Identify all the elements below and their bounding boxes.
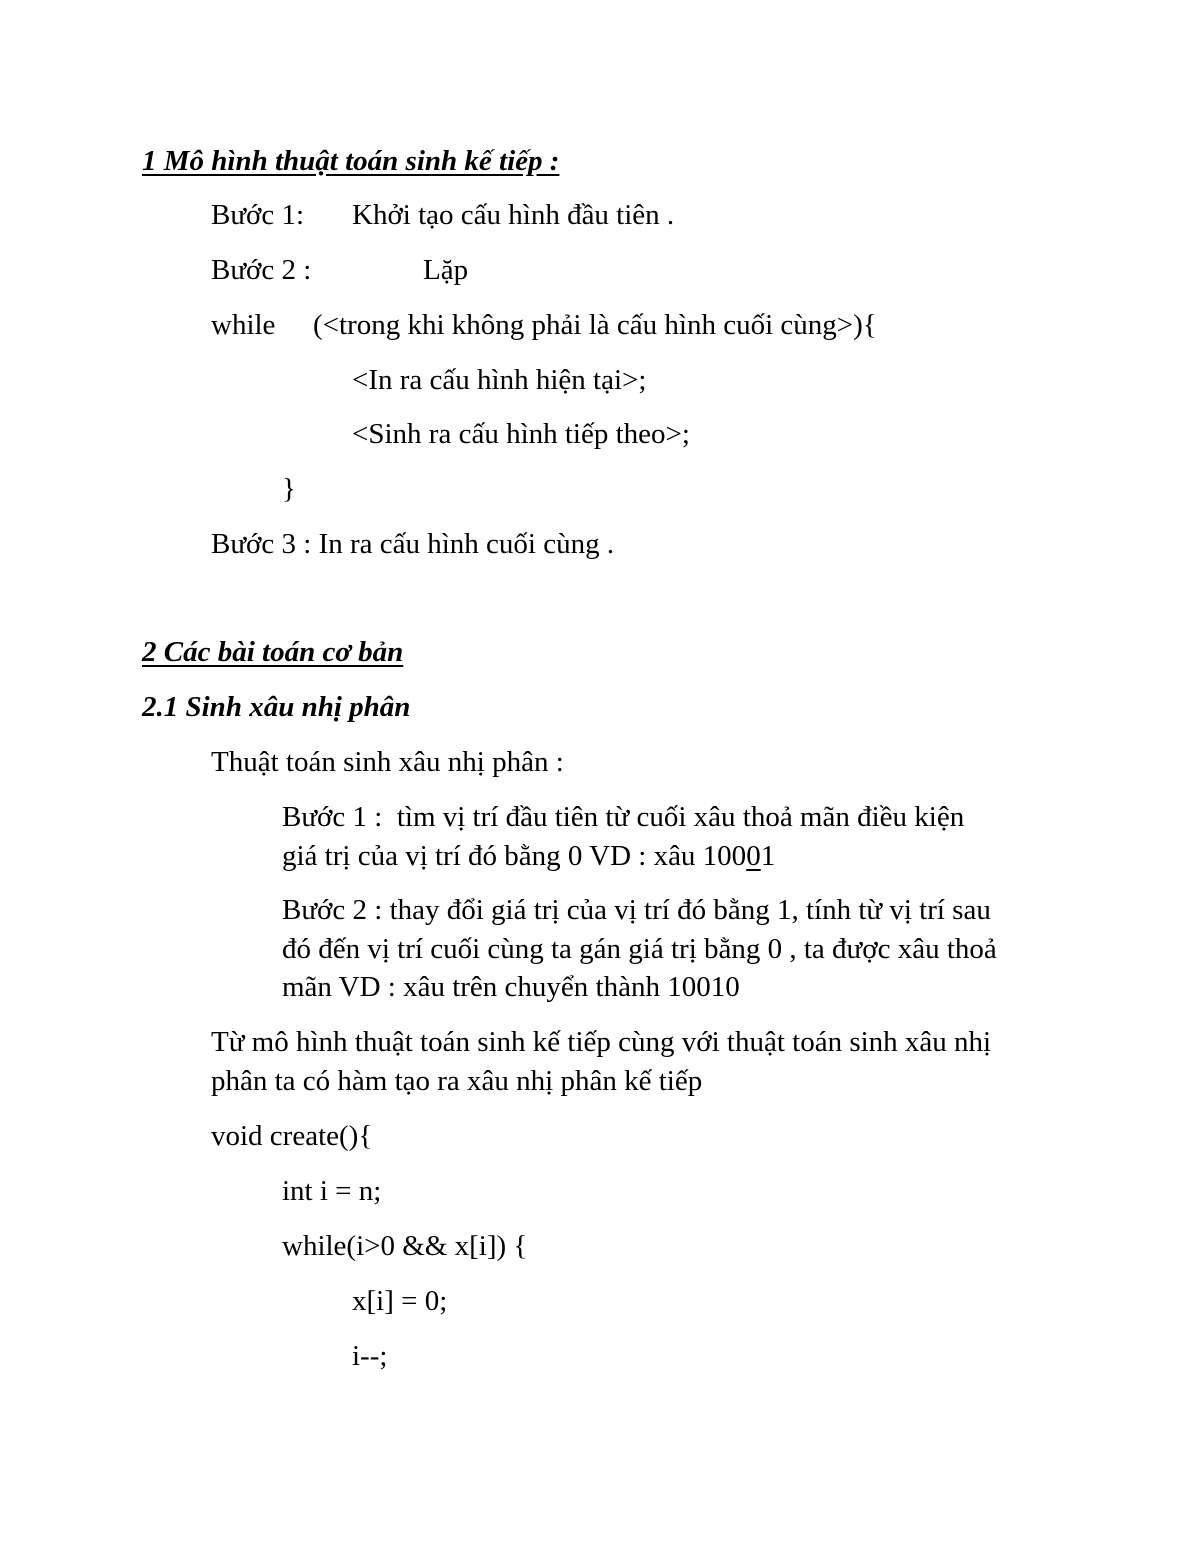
section2-1-heading: 2.1 Sinh xâu nhị phân	[142, 691, 411, 723]
close-brace: }	[282, 473, 296, 505]
code-line-4: x[i] = 0;	[352, 1285, 448, 1317]
while-keyword: while	[211, 309, 276, 341]
loop-line-print: <In ra cấu hình hiện tại>;	[352, 364, 647, 396]
b2-line2: đó đến vị trí cuối cùng ta gán giá trị bằng 0 , ta được xâu thoả	[282, 933, 997, 965]
b2-line1: Bước 2 : thay đổi giá trị của vị trí đó bằng 1, tính từ vị trí sau	[282, 894, 991, 926]
code-line-1: void create(){	[211, 1120, 373, 1152]
step3-text: Bước 3 : In ra cấu hình cuối cùng .	[211, 528, 615, 560]
algorithm-intro: Thuật toán sinh xâu nhị phân :	[211, 746, 564, 778]
section2-heading: 2 Các bài toán cơ bản	[142, 636, 404, 668]
section1-heading: 1 Mô hình thuật toán sinh kế tiếp :	[142, 145, 560, 177]
code-line-5: i--;	[352, 1340, 388, 1372]
b1-underlined-digit: 0	[746, 840, 761, 872]
step1-label: Bước 1:	[211, 199, 305, 231]
while-condition: (<trong khi không phải là cấu hình cuối cùng>){	[313, 309, 877, 341]
b1-line2-pre: giá trị của vị trí đó bằng 0 VD : xâu 100	[282, 840, 747, 872]
b1-line2-post: 1	[760, 840, 776, 872]
code-line-3: while(i>0 && x[i]) {	[282, 1230, 528, 1262]
step1-text: Khởi tạo cấu hình đầu tiên .	[352, 199, 675, 231]
b1-line2	[282, 838, 775, 874]
para-line1: Từ mô hình thuật toán sinh kế tiếp cùng với thuật toán sinh xâu nhị	[211, 1026, 992, 1058]
para-line2: phân ta có hàm tạo ra xâu nhị phân kế tiếp	[211, 1065, 703, 1097]
step2-label: Bước 2 :	[211, 254, 312, 286]
b2-line3: mãn VD : xâu trên chuyển thành 10010	[282, 971, 740, 1003]
loop-line-generate: <Sinh ra cấu hình tiếp theo>;	[352, 418, 690, 450]
b1-line1: Bước 1 : tìm vị trí đầu tiên từ cuối xâu thoả mãn điều kiện	[282, 801, 965, 833]
code-line-2: int i = n;	[282, 1175, 382, 1207]
step2-text: Lặp	[423, 254, 469, 286]
